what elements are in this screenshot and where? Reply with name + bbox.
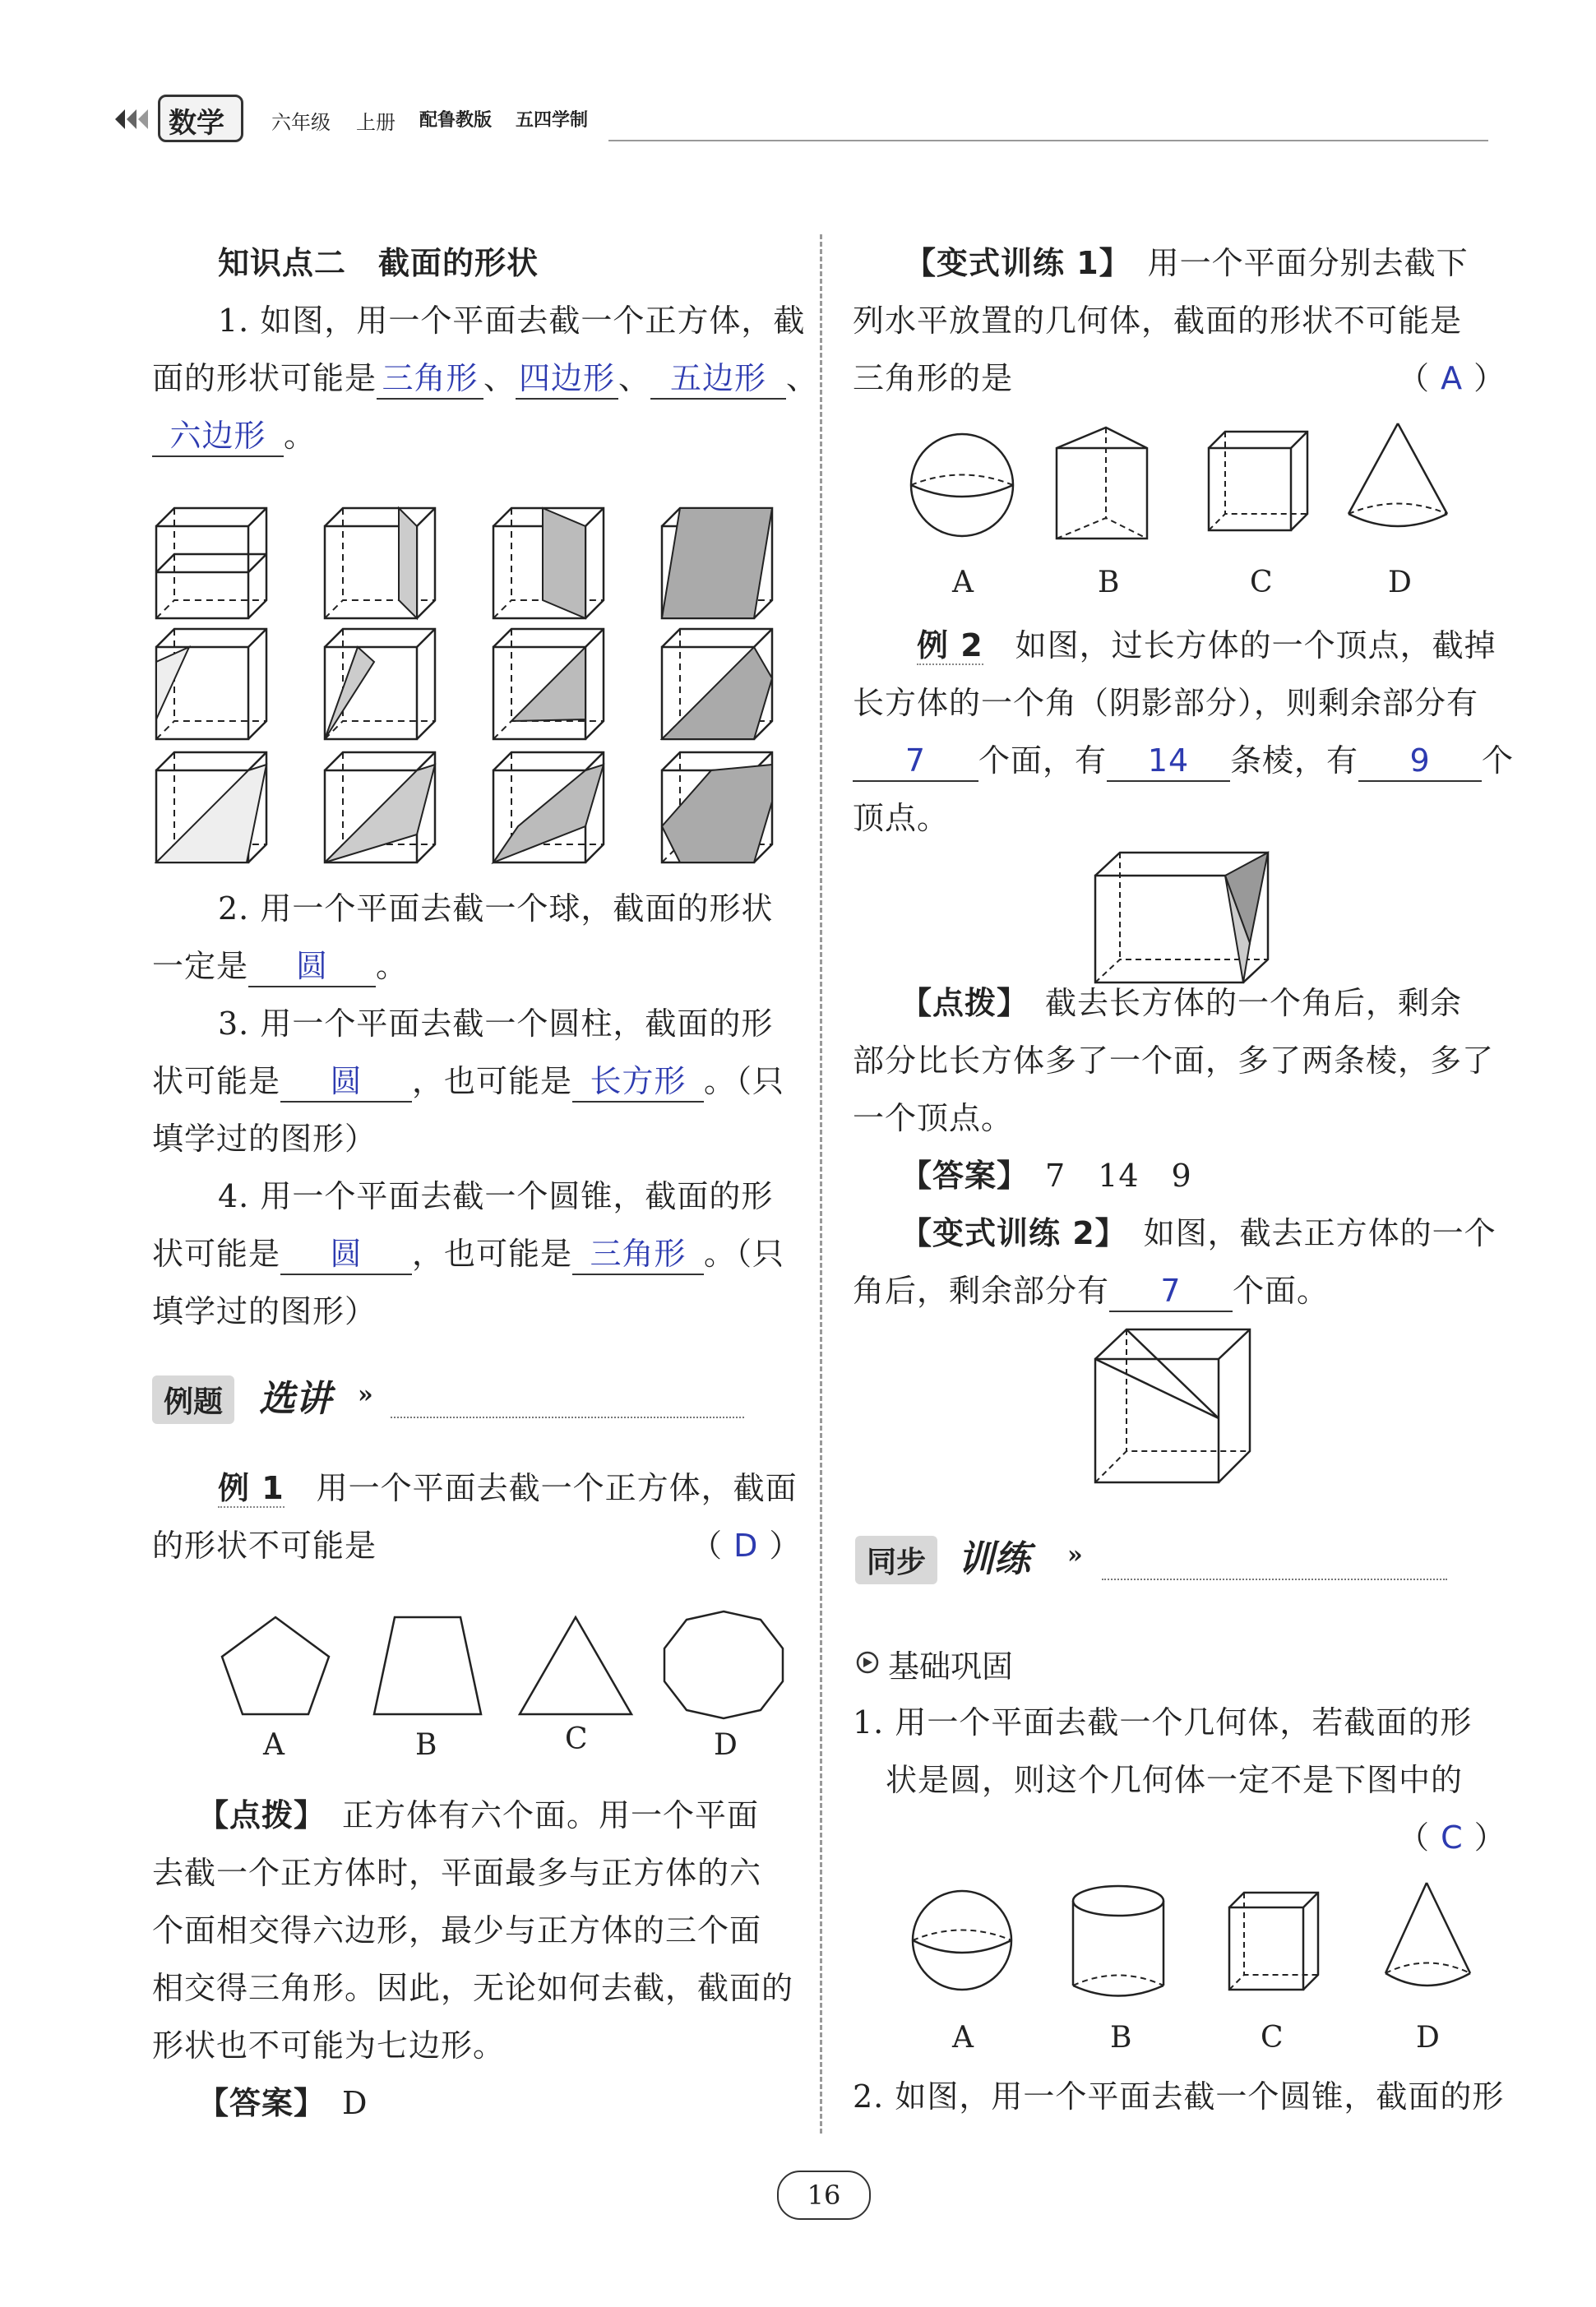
q4-line2: 状可能是 圆 ，也可能是 三角形 。（只 [152,1225,784,1283]
ex1-answer-bracket: （ D ） [691,1528,802,1564]
ex1-answer-line: 【答案】 D [197,2085,368,2121]
arrow-circle-icon [855,1650,880,1675]
section-banner-examples [152,1369,744,1426]
ex1-opt-d: D [714,1728,738,1762]
t1-line2: 状是圆，则这个几何体一定不是下图中的 [886,1762,1464,1798]
ex2-line2: 长方体的一个角（阴影部分），则剩余部分有 [853,685,1479,721]
ex2-tip-line1: 【点拨】 截去长方体的一个角后，剩余 [900,985,1463,1021]
v1-label: 【变式训练 1】 [904,245,1116,281]
ex2-tip-label: 【点拨】 [900,985,1014,1021]
page-header [107,95,1488,144]
chevrons-icon: » [358,1380,373,1409]
ex1-opt-c: C [565,1722,588,1756]
t1-opt-d: D [1416,2021,1440,2055]
sync-banner-label: 同步 [855,1536,937,1584]
header-edition: 配鲁教版 [419,109,493,131]
t1-answer: C [1441,1819,1464,1856]
ex1-answer-label: 【答案】 [197,2085,311,2121]
v1-line1: 【变式训练 1】 用一个平面分别去截下 [904,245,1469,281]
subject-badge [158,95,243,142]
header-grade: 六年级 [271,111,331,134]
sync-banner-rule [1102,1579,1447,1580]
ex2-answer-3: 9 [1409,742,1431,779]
ex1-label: 例 1 [218,1470,285,1506]
v1-opt-d: D [1388,566,1412,599]
ex2-answer-2: 14 [1147,742,1190,779]
v1-opt-a: A [952,566,974,599]
knowledge-point-title: 知识点二 截面的形状 [218,245,539,281]
ex1-line1: 例 1 用一个平面去截一个正方体，截面 [218,1470,798,1506]
q1-line1: 1. 如图，用一个平面去截一个正方体，截 [218,303,806,339]
t1-opt-c: C [1261,2021,1284,2055]
ex1-opt-b: B [415,1728,437,1762]
ex2-answer-1: 7 [904,742,927,779]
t1-opt-b: B [1110,2021,1132,2055]
ex2-answer-line: 【答案】 7 14 9 [900,1158,1192,1194]
ex1-line2: 的形状不可能是 [152,1528,377,1564]
ex2-answer-label: 【答案】 [900,1158,1014,1194]
v2-line2: 角后，剩余部分有 7 个面。 [853,1262,1329,1320]
q4-line3: 填学过的图形） [152,1293,377,1329]
q3-line1: 3. 用一个平面去截一个圆柱，截面的形 [218,1006,774,1042]
ex2-line4: 顶点。 [853,800,950,836]
q1-answer-2: 四边形 [519,360,616,396]
q2-answer: 圆 [296,948,329,984]
q3-answer-2: 长方形 [590,1063,687,1099]
subject-label: 数学 [169,107,224,140]
ex2-tip-line3: 一个顶点。 [853,1100,1014,1136]
ex1-tip-line5: 形状也不可能为七边形。 [152,2027,506,2064]
ex1-tip-line3: 个面相交得六边形，最少与正方体的三个面 [152,1912,762,1949]
t1-answer-bracket: （ C ） [1398,1819,1506,1856]
ex2-cuboid-figure [1094,851,1283,966]
page-number-badge [777,2171,871,2220]
t1-line1: 1. 用一个平面去截一个几何体，若截面的形 [853,1704,1473,1741]
ex2-tip-line2: 部分比长方体多了一个面，多了两条棱，多了 [853,1043,1495,1079]
ex1-polygons-figure [214,1607,872,1755]
q1-line3: 六边形 。 [152,407,316,465]
header-arrows-icon [107,103,164,136]
q3-line2: 状可能是 圆 ，也可能是 长方形 。（只 [152,1052,784,1110]
v1-opt-c: C [1250,566,1273,599]
ex2-line1: 例 2 如图，过长方体的一个顶点，截掉 [917,627,1497,663]
header-volume: 上册 [356,111,396,134]
v2-answer: 7 [1160,1273,1182,1309]
ex1-answer: D [733,1528,759,1564]
q3-answer-1: 圆 [330,1063,363,1099]
t1-solids-figure [900,1883,1525,2014]
page-number: 16 [807,2180,841,2211]
ex1-tip-line4: 相交得三角形。因此，无论如何去截，截面的 [152,1970,794,2006]
ex1-tip-line2: 去截一个正方体时，平面最多与正方体的六 [152,1855,762,1891]
ex1-tip-label: 【点拨】 [197,1797,311,1833]
ex1-opt-a: A [263,1728,285,1762]
v1-line2: 列水平放置的几何体，截面的形状不可能是 [853,303,1463,339]
t1-opt-a: A [952,2021,974,2055]
q1-answer-4: 六边形 [169,418,266,454]
ex2-line3: 7 个面，有 14 条棱，有 9 个 [853,732,1514,789]
v1-opt-b: B [1098,566,1120,599]
header-system: 五四学制 [516,109,589,131]
v2-label: 【变式训练 2】 [900,1215,1112,1251]
q2-line2: 一定是 圆 。 [152,937,408,995]
ex1-tip-line1: 【点拨】 正方体有六个面。用一个平面 [197,1797,760,1833]
q4-answer-1: 圆 [330,1236,363,1272]
v2-line1: 【变式训练 2】 如图，截去正方体的一个 [900,1215,1497,1251]
v1-solids-figure [900,419,1525,559]
section-banner-rule [391,1417,744,1418]
v1-answer-bracket: （ A ） [1398,360,1506,396]
sync-banner-label-b: 训练 [958,1538,1030,1580]
section-banner-label-b: 选讲 [259,1378,331,1420]
ex2-label: 例 2 [917,627,983,663]
v1-line3: 三角形的是 [853,360,1014,396]
t2-line1: 2. 如图，用一个平面去截一个圆锥，截面的形 [853,2078,1505,2115]
chevrons-icon: » [1067,1541,1083,1570]
q2-line1: 2. 用一个平面去截一个球，截面的形状 [218,890,774,927]
cube-sections-figure [156,502,781,863]
basic-heading-label: 基础巩固 [888,1648,1014,1685]
q1-answer-3: 五边形 [670,360,767,396]
section-banner-sync [855,1529,1447,1587]
header-rule [608,140,1488,141]
q3-line3: 填学过的图形） [152,1121,377,1157]
v2-cube-figure [1094,1328,1258,1492]
v1-answer: A [1441,360,1464,396]
q4-line1: 4. 用一个平面去截一个圆锥，截面的形 [218,1178,774,1214]
q4-answer-2: 三角形 [590,1236,687,1272]
section-banner-label: 例题 [152,1375,234,1424]
column-divider [820,234,822,2134]
q1-line2: 面的形状可能是 三角形 、 四边形 、 五边形 、 [152,349,818,407]
q1-answer-1: 三角形 [382,360,479,396]
